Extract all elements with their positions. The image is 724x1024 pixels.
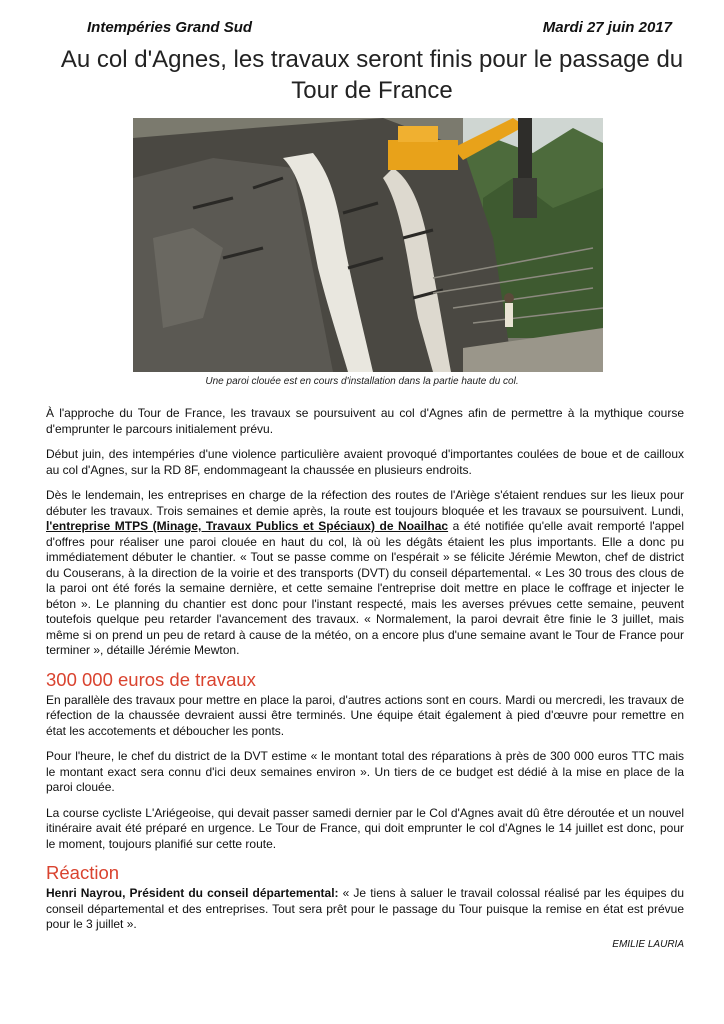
quote-author: Henri Nayrou, Président du conseil départemental: [46,886,339,900]
header [87,19,672,39]
paragraph-quote [46,886,684,933]
subheading-cost: 300 000 euros de travaux [46,668,256,690]
page-title: Au col d'Agnes, les travaux seront finis pour le passage du Tour de France [60,46,684,104]
subheading-reaction: Réaction [46,862,120,883]
paragraph-actions: En parallèle des travaux pour mettre en place la paroi, d'autres actions sont en cours. Mardi ou mercredi, les travaux de réfection de la chaussée devraient aussi être terminés. Une équipe était également à pied d'œuvre pour remettre en état les accotements et déboucher les ponts. [46,692,684,738]
photo-caption: Une paroi clouée est en cours d'installation dans la partie haute du col. [205,376,519,387]
company-name: l'entreprise MTPS (Minage, Travaux Publics et Spéciaux) de Noailhac [46,519,449,533]
construction-site-image [133,118,603,372]
date: Mardi 27 juin 2017 [542,19,672,36]
paragraph-intemperies: Début juin, des intempéries d'une violence particulière avaient provoqué d'importantes coulées de boue et de cailloux au col d'Agnes, sur la RD 8F, endommageant la chaussée en plusieurs endroits. [46,447,684,477]
paragraph-chantier [46,488,684,659]
author-signature: EMILIE LAURIA [612,938,684,950]
article-body [46,406,684,952]
paragraph-chantier-part2: a été notifiée qu'elle avait remporté l'appel d'offres pour réaliser une paroi clouée en haut du col, là où les dégâts étaient les plus importants. Elle a donc pu immédiatement débuter le chantier. « Tout se passe comme on l'espérait » se félicite Jérémie Mewton, chef de district du Couserans, à la direction de la voirie et des transports (DVT) du conseil départemental. « Les 30 trous des clous de la paroi ont été forés la semaine dernière, et cette semaine l'entreprise doit mettre en place le coffrage et injecter le béton ». Le planning du chantier est donc pour l'instant respecté, mais les averses prévues cette semaine, peuvent toutefois quelque peu retarder l'avancement des travaux. « Normalement, la paroi devrait être finie le 3 juillet, mais même si on prend un peu de retard à cause de la météo, on a encore plus d'une semaine avant le Tour de France pour terminer », détaille Jérémie Mewton. [46,519,685,657]
section-label: Intempéries Grand Sud [87,19,253,36]
paragraph-budget: Pour l'heure, le chef du district de la DVT estime « le montant total des réparations à près de 300 000 euros TTC mais le montant exact sera connu d'ici deux semaines environ ». Un tiers de ce budget est dédié à la mise en place de la paroi clouée. [46,749,684,794]
article-photo [133,118,603,372]
quote-text: « Je tiens à saluer le travail colossal réalisé par les équipes du conseil départemental et des entreprises. Tout sera prêt pour le passage du Tour puisque la remise en état est prévue pour le 3 juillet ». [46,886,684,931]
paragraph-intro: À l'approche du Tour de France, les travaux se poursuivent au col d'Agnes afin de permettre à la mythique course d'emprunter le parcours initialement prévu. [46,406,684,436]
paragraph-course: La course cycliste L'Ariégeoise, qui devait passer samedi dernier par le Col d'Agnes avait dû être déroutée et un nouvel itinéraire avait été préparé en urgence. Le Tour de France, qui doit emprunter le col d'Agnes le 14 juillet est donc, pour le moment, toujours planifié sur cette route. [46,805,684,851]
paragraph-chantier-part1: Dès le lendemain, les entreprises en charge de la réfection des routes de l'Ariège s'étaient rendues sur les lieux pour débuter les travaux. Trois semaines et demie après, la route est toujours bloquée et les travaux se poursuivent. Lundi, [46,488,684,518]
